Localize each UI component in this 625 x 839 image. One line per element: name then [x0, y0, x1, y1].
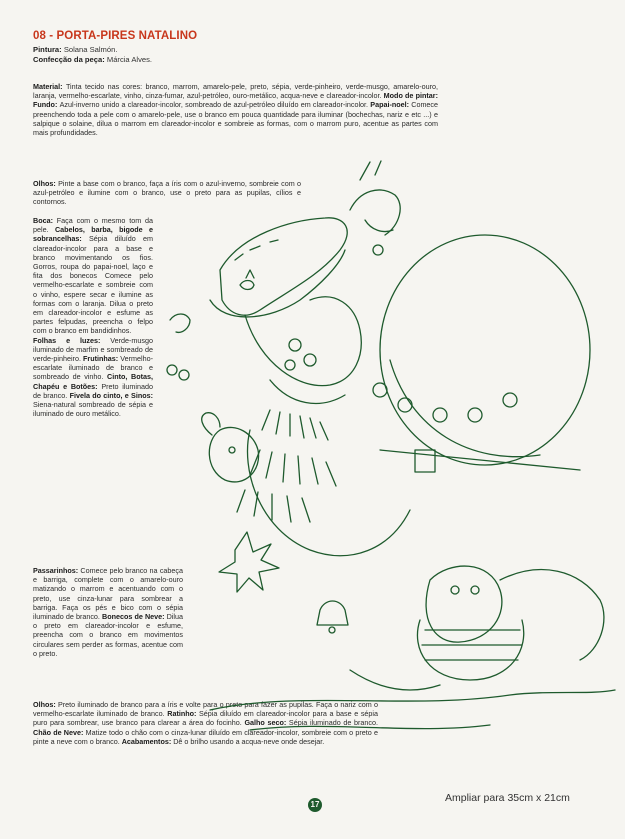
santa-hat-drawing	[210, 218, 347, 317]
poinsettia-drawing	[219, 532, 279, 592]
making-credit	[33, 55, 152, 64]
instructions-column	[33, 216, 153, 418]
mouth-label: Boca:	[33, 216, 57, 225]
method-label: Modo de pintar: Fundo:	[33, 91, 438, 110]
eyes-label: Olhos:	[33, 179, 59, 188]
eyes-text: Pinte a base com o branco, faça a íris com o azul-inverno, sombreie com o azul-petróleo e ilumine com o branco, use o preto para as pupilas, cílios e contornos.	[33, 179, 301, 207]
making-value: Márcia Alves.	[106, 55, 153, 64]
material-text: Tinta tecido nas cores: branco, marrom, amarelo-pele, preto, sépia, verde-pinheiro, verde-musgo, amarelo-ouro, laranja, vermelho-escarlate, vinho, cinza-fumar, azul-petróleo, ouro-metálico, acqua-neve e clareador-incolor.	[33, 82, 438, 101]
mouse-label: Ratinho:	[167, 709, 200, 719]
finish-label: Acabamentos:	[121, 736, 174, 746]
buckle-text: Siena-natural sombreado de sépia e iluminado de ouro metálico.	[33, 400, 153, 419]
branches-label: Galho seco:	[244, 718, 289, 728]
mouth-paragraph	[33, 216, 153, 336]
snowmen-label: Bonecos de Neve:	[102, 612, 167, 622]
belt-text: Preto iluminado de branco.	[33, 381, 153, 400]
pine-branches-drawing	[237, 410, 410, 556]
birds-label: Passarinhos:	[33, 566, 81, 575]
small-snowman-drawing	[350, 161, 400, 255]
santa-text: Comece preenchendo toda a pele com o amarelo-pele, use o branco em pouca quantidade para iluminar (bochechas, nariz e etc ...) e salpique o solaine, dilua o marrom em clareador-incolor e sombreie as formas, com o marrom puro, acentue as partes com mais profundidades.	[33, 100, 439, 138]
hair-text: Sépia diluído em clareador-incolor para a base e branco movimentando os fios. Gorros, roupa do papai-noel, laço e fita dos bonecos Comece pelo vermelho-escarlate e sombreie com o vinho, espere secar e ilumine as formas com o laranja. Dilua o preto em clareador-incolor e esfume as partes felpudas, preencha o felpo com o branco em bandidinhos.	[33, 234, 154, 336]
eyes2-label: Olhos:	[33, 700, 58, 709]
method-text: Azul-inverno unido a clareador-incolor, sombreado de azul-petróleo diluído em clareador-incolor.	[59, 100, 369, 110]
snow-ground-drawing	[210, 670, 615, 730]
material-paragraph	[33, 82, 438, 137]
enlarge-note: Ampliar para 35cm x 21cm	[445, 792, 570, 804]
belt-label: Cinto, Botas, Chapéu e Botões:	[33, 372, 154, 391]
christmas-line-art-drawing	[150, 150, 620, 790]
snow-label: Chão de Neve:	[33, 727, 86, 737]
painting-value: Solana Salmón.	[63, 45, 118, 54]
buckle-label: Fivela do cinto, e Sinos:	[69, 390, 153, 400]
bird-drawing	[417, 566, 603, 680]
painting-credit	[33, 45, 117, 54]
branches-text: Sépia iluminado de branco.	[288, 718, 379, 728]
painting-label: Pintura:	[33, 45, 62, 54]
snowman-body-drawing	[373, 235, 590, 472]
snowmen-text: Dilua o preto em clareador-incolor e esfume, preencha com o branco em movimentos circulares sem perder as formas, acentue com o preto.	[33, 612, 183, 658]
page-title: 08 - PORTA-PIRES NATALINO	[33, 30, 198, 42]
santa-label: Papai-noel:	[370, 100, 412, 110]
leaves-text: Verde-musgo iluminado de marfim e sombreado de verde-pinheiro.	[33, 335, 153, 364]
snow-text: Matize todo o chão com o cinza-lunar diluído em clareador-incolor, sombreie com o preto e pinte a neve com o branco.	[33, 727, 378, 746]
hair-label: Cabelos, barba, bigode e sobrancelhas:	[33, 225, 154, 244]
mouth-text: Faça com o mesmo tom da pele.	[33, 216, 153, 235]
birds-text: Comece pelo branco na cabeça e barriga, complete com o amarelo-ouro matizando o marrom e acentuando com o preto, use cinza-lunar para sombrear a barriga. Faça os pés e bico com o sépia iluminado de branco.	[33, 566, 183, 622]
santa-face-drawing	[245, 297, 361, 404]
material-label: Material:	[33, 82, 66, 91]
fruits-text: Vermelho-escarlate iluminado de branco e sombreado de vinho.	[33, 354, 154, 382]
fruits-label: Frutinhas:	[83, 354, 121, 364]
making-label: Confecção da peça:	[33, 55, 105, 64]
leaves-label: Folhas e luzes:	[33, 335, 111, 345]
mouse-text: Sépia diluído em clareador-incolor para a base e sépia puro para sombrear, use branco para clarear a área do focinho.	[33, 709, 379, 728]
finish-text: Dê o brilho usando a acqua-neve onde desejar.	[173, 736, 325, 746]
instructions-top	[33, 82, 438, 137]
eyes2-text: Preto iluminado de branco para a íris e volte para o preto para fazer as pupilas. Faça o nariz com o vermelho-escarlate iluminado de branco.	[33, 700, 378, 719]
page-number: 17	[308, 798, 322, 812]
leaves-paragraph	[33, 336, 153, 419]
